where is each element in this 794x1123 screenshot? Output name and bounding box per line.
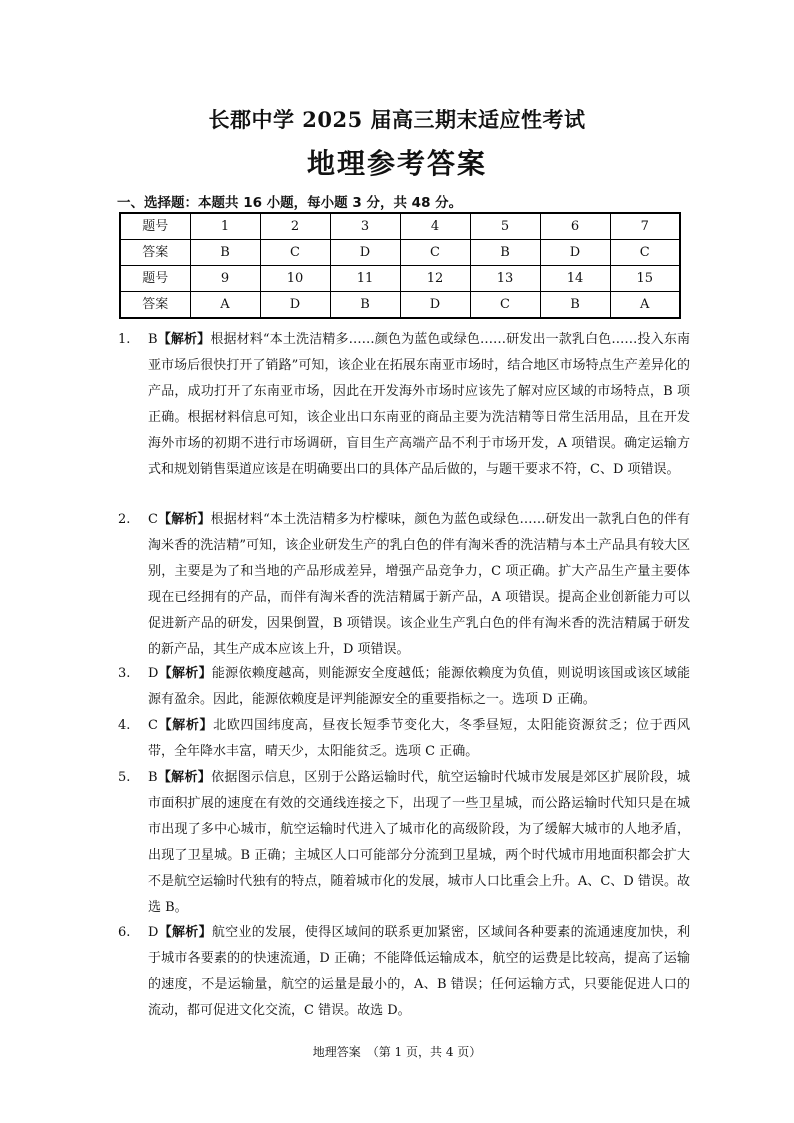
page-footer: 地理答案 （第 1 页，共 4 页） xyxy=(312,1045,482,1059)
question-number: 10 xyxy=(260,266,330,292)
row-label-answer: 答案 xyxy=(120,292,190,319)
question-number: 14 xyxy=(540,266,610,292)
question-number: 7 xyxy=(610,213,680,240)
answer-cell: C xyxy=(470,292,540,319)
explanation-item xyxy=(118,661,690,713)
explanation-text: 北欧四国纬度高，昼夜长短季节变化大，冬季昼短，太阳能资源贫乏；位于西风带，全年降水丰富，晴天少，太阳能贫乏。选项 C 正确。 xyxy=(148,718,690,759)
answer-cell: A xyxy=(190,292,260,319)
row-label-answer: 答案 xyxy=(120,240,190,266)
row-label-question: 题号 xyxy=(120,213,190,240)
question-number: 5 xyxy=(470,213,540,240)
explanation-item xyxy=(118,920,690,1024)
answer-cell: C xyxy=(260,240,330,266)
row-label-question: 题号 xyxy=(120,266,190,292)
question-number: 12 xyxy=(400,266,470,292)
question-number: 2. xyxy=(118,512,131,527)
answer-cell: C xyxy=(400,240,470,266)
exam-title: 长郡中学 2025 届高三期末适应性考试 xyxy=(208,107,586,132)
answer-cell: B xyxy=(190,240,260,266)
question-number: 6 xyxy=(540,213,610,240)
answer-cell: C xyxy=(610,240,680,266)
analysis-tag: 【解析】 xyxy=(158,666,212,681)
table-row xyxy=(120,266,680,292)
question-number: 3. xyxy=(118,666,131,681)
explanation-item xyxy=(118,507,690,663)
explanation-item xyxy=(118,327,690,483)
question-number: 11 xyxy=(330,266,400,292)
answer-cell: D xyxy=(540,240,610,266)
analysis-tag: 【解析】 xyxy=(157,718,214,733)
answer-letter: B xyxy=(148,770,158,785)
question-number: 9 xyxy=(190,266,260,292)
question-number: 5. xyxy=(118,770,131,785)
question-number: 1. xyxy=(118,332,131,347)
explanation-text: 依据图示信息，区别于公路运输时代，航空运输时代城市发展是郊区扩展阶段，城市面积扩展的速度在有效的交通线连接之下，出现了一些卫星城，而公路运输时代知只是在城市出现了多中心城市，航空运输时代进入了城市化的高级阶段，为了缓解大城市的人地矛盾，出现了卫星城。B 正确；主城区人口可能部分分流到卫星城，两个时代城市用地面积都会扩大不是航空运输时代独有的特点，随着城市化的发展，城市人口比重会上升。A、C、D 错误。故选 B。 xyxy=(148,770,690,915)
answer-table xyxy=(119,212,681,319)
question-number: 2 xyxy=(260,213,330,240)
analysis-tag: 【解析】 xyxy=(157,512,211,527)
explanation-text: 根据材料“本土洗洁精多……颜色为蓝色或绿色……研发出一款乳白色……投入东南亚市场后很快打开了销路”可知，该企业在拓展东南亚市场时，结合地区市场特点生产差异化的产品，成功打开了东南亚市场，因此在开发海外市场时应该先了解对应区域的市场特点，B 项正确。根据材料信息可知，该企业出口东南亚的商品主要为洗洁精等日常生活用品，且在开发海外市场的初期不进行市场调研，盲目生产高端产品不利于市场开发，A 项错误。确定运输方式和规划销售渠道应该是在明确要出口的具体产品后做的，与题干要求不符，C、D 项错误。 xyxy=(148,332,690,477)
table-row xyxy=(120,292,680,319)
answer-cell: B xyxy=(540,292,610,319)
answer-cell: D xyxy=(330,240,400,266)
question-number: 3 xyxy=(330,213,400,240)
question-number: 13 xyxy=(470,266,540,292)
table-row xyxy=(120,213,680,240)
explanation-item xyxy=(118,765,690,921)
answer-cell: A xyxy=(610,292,680,319)
question-number: 1 xyxy=(190,213,260,240)
page-title: 地理参考答案 xyxy=(306,147,487,180)
question-number: 15 xyxy=(610,266,680,292)
explanation-item xyxy=(118,713,690,765)
answer-letter: D xyxy=(148,666,159,681)
explanation-text: 根据材料“本土洗洁精多为柠檬味，颜色为蓝色或绿色……研发出一款乳白色的伴有淘米香的洗洁精”可知，该企业研发生产的乳白色的伴有淘米香的洗洁精与本土产品具有较大区别，主要是为了和当地的产品形成差异，增强产品竞争力，C 项正确。扩大产品生产量主要体现在已经拥有的产品，而伴有淘米香的洗洁精属于新产品，A 项错误。提高企业创新能力可以促进新产品的研发，因果倒置，B 项错误。该企业生产乳白色的伴有淘米香的洗洁精属于研发的新产品，其生产成本应该上升，D 项错误。 xyxy=(148,512,690,657)
answer-letter: C xyxy=(148,512,158,527)
answer-cell: B xyxy=(330,292,400,319)
analysis-tag: 【解析】 xyxy=(158,925,212,940)
answer-cell: D xyxy=(400,292,470,319)
explanation-text: 能源依赖度越高，则能源安全度越低；能源依赖度为负值，则说明该国或该区域能源有盈余。因此，能源依赖度是评判能源安全的重要指标之一。选项 D 正确。 xyxy=(148,666,690,707)
analysis-tag: 【解析】 xyxy=(157,770,212,785)
answer-letter: B xyxy=(148,332,158,347)
question-number: 6. xyxy=(118,925,131,940)
explanation-text: 航空业的发展，使得区域间的联系更加紧密，区域间各种要素的流通速度加快，利于城市各要素的的快速流通，D 正确；不能降低运输成本，航空的运费是比较高，提高了运输的速度，不是运输量，航空的运量是最小的，A、B 错误；任何运输方式，只要能促进人口的流动，都可促进文化交流，C 错误。故选 D。 xyxy=(148,925,690,1018)
answer-letter: D xyxy=(148,925,159,940)
answer-cell: D xyxy=(260,292,330,319)
section-heading: 一、选择题：本题共 16 小题，每小题 3 分，共 48 分。 xyxy=(117,195,463,211)
analysis-tag: 【解析】 xyxy=(157,332,211,347)
answer-letter: C xyxy=(148,718,158,733)
answer-cell: B xyxy=(470,240,540,266)
table-row xyxy=(120,240,680,266)
question-number: 4 xyxy=(400,213,470,240)
question-number: 4. xyxy=(118,718,131,733)
